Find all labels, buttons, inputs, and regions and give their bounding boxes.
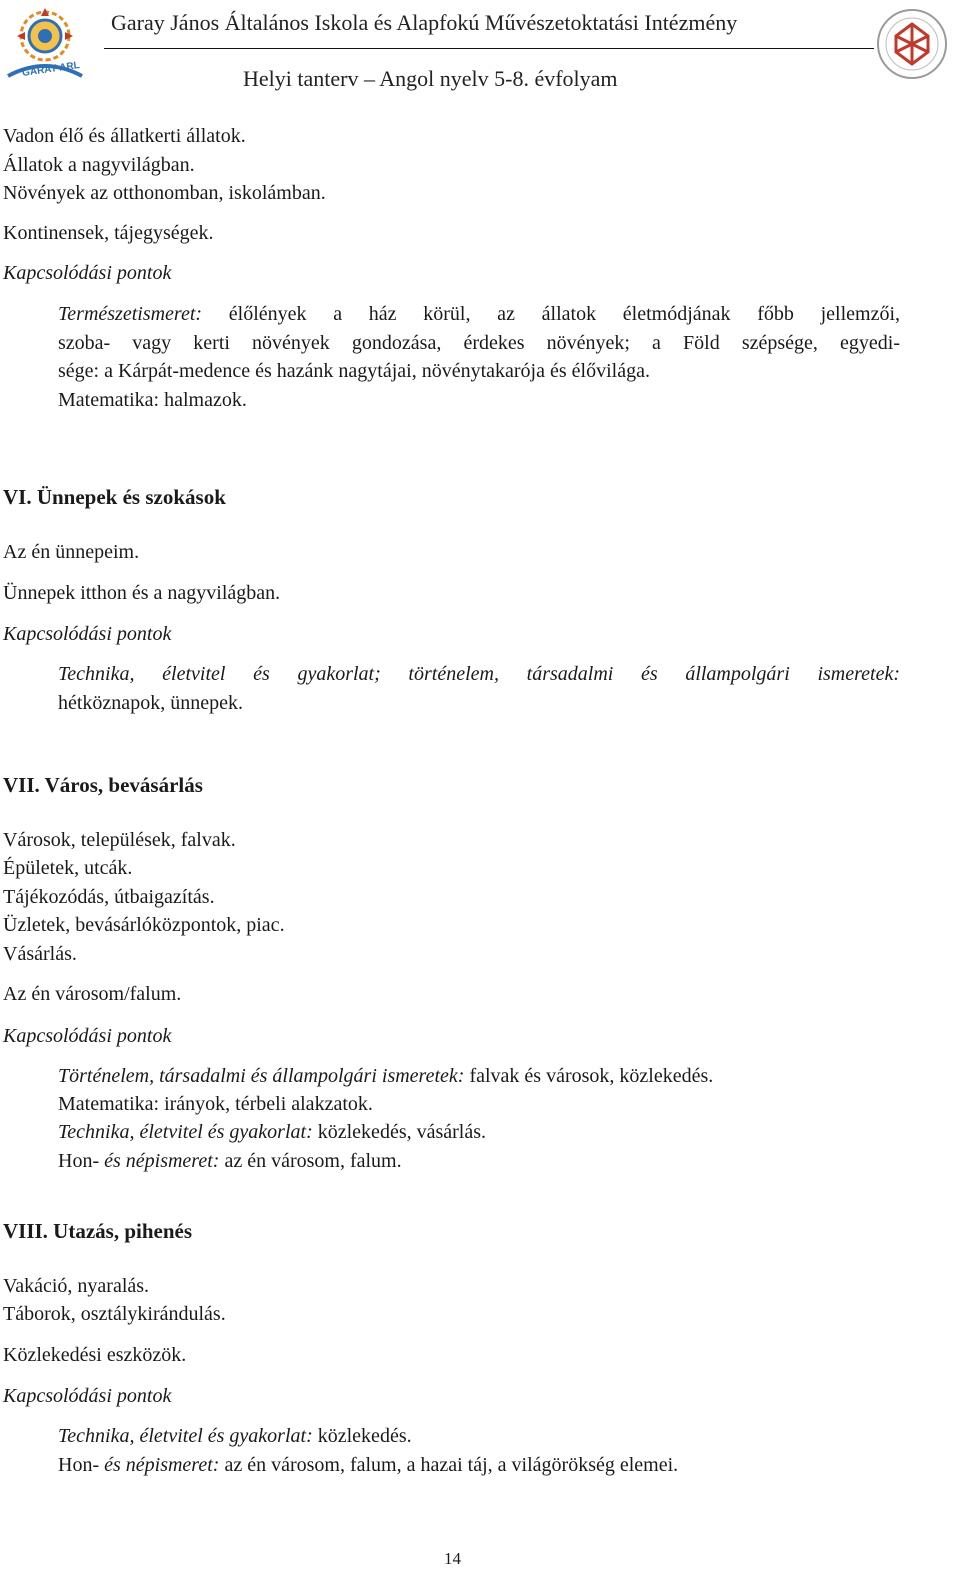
connections-paragraph-line [58, 1122, 486, 1142]
topic-line: Tájékozódás, útbaigazítás. [3, 886, 215, 908]
page-number: 14 [444, 1549, 461, 1568]
topic-line: Vakáció, nyaralás. [3, 1275, 150, 1297]
topic-line: Vásárlás. [3, 943, 77, 965]
section-heading: VII. Város, bevásárlás [3, 773, 203, 797]
topic-line: Épületek, utcák. [3, 857, 133, 879]
connections-paragraph-line: Technika, életvitel és gyakorlat; történelem, társadalmi és állampolgári ismeretek: [58, 663, 900, 685]
connection-text: falvak és városok, közlekedés. [464, 1065, 714, 1087]
connection-text: élőlények a ház körül, az állatok életmódjának főbb jellemzői, [202, 303, 900, 325]
section-heading: VI. Ünnepek és szokások [3, 485, 226, 509]
header-divider [104, 48, 874, 49]
logo-text: GARAY ARL [21, 60, 81, 79]
topic-line: Állatok a nagyvilágban. [3, 154, 195, 176]
header-subtitle: Helyi tanterv – Angol nyelv 5-8. évfolyam [243, 66, 618, 91]
subject-prefix: Hon- [58, 1454, 105, 1476]
connection-text: közlekedés. [312, 1425, 412, 1447]
connections-paragraph-line [58, 1151, 402, 1171]
topic-line: Vadon élő és állatkerti állatok. [3, 125, 246, 147]
connections-heading: Kapcsolódási pontok [3, 1385, 172, 1407]
header-title: Garay János Általános Iskola és Alapfokú Művészetoktatási Intézmény [111, 10, 738, 35]
connections-paragraph-line: Matematika: irányok, térbeli alakzatok. [58, 1093, 373, 1115]
topic-line: Kontinensek, tájegységek. [3, 222, 214, 244]
topic-line: Városok, települések, falvak. [3, 829, 236, 851]
connections-paragraph-line [58, 1455, 678, 1475]
topic-line: Üzletek, bevásárlóközpontok, piac. [3, 914, 285, 936]
connections-paragraph-line: sége: a Kárpát-medence és hazánk nagytájai, növénytakarója és élővilága. [58, 360, 650, 382]
topic-line: Az én városom/falum. [3, 983, 182, 1005]
topic-line: Az én ünnepeim. [3, 541, 140, 563]
subject-name: Természetismeret: [58, 303, 203, 325]
institution-emblem-right [874, 6, 950, 82]
connection-text: az én városom, falum, a hazai táj, a világörökség elemei. [219, 1454, 679, 1476]
connections-paragraph-line [58, 304, 900, 324]
connection-text: az én városom, falum. [219, 1150, 402, 1172]
subject-name: Technika, életvitel és gyakorlat: [58, 1121, 313, 1143]
connections-paragraph-line [58, 1066, 713, 1086]
subject-name: és népismeret: [104, 1150, 220, 1172]
subject-name: Történelem, társadalmi és állampolgári ismeretek: [58, 1065, 465, 1087]
connections-heading: Kapcsolódási pontok [3, 623, 172, 645]
topic-line: Táborok, osztálykirándulás. [3, 1303, 226, 1325]
connections-heading: Kapcsolódási pontok [3, 1025, 172, 1047]
subject-prefix: Hon- [58, 1150, 105, 1172]
connection-text: közlekedés, vásárlás. [312, 1121, 487, 1143]
section-heading: VIII. Utazás, pihenés [3, 1219, 193, 1243]
subject-name: Technika, életvitel és gyakorlat: [58, 1425, 313, 1447]
connections-paragraph-line [58, 1426, 412, 1446]
connections-paragraph-line: hétköznapok, ünnepek. [58, 692, 243, 714]
subject-name: és népismeret: [104, 1454, 220, 1476]
connections-paragraph-line: szoba- vagy kerti növények gondozása, érdekes növények; a Föld szépsége, egyedi- [58, 332, 900, 354]
topic-line: Közlekedési eszközök. [3, 1344, 187, 1366]
connections-paragraph-line: Matematika: halmazok. [58, 389, 247, 411]
topic-line: Növények az otthonomban, iskolámban. [3, 182, 326, 204]
connections-heading: Kapcsolódási pontok [3, 262, 172, 284]
topic-line: Ünnepek itthon és a nagyvilágban. [3, 582, 281, 604]
school-logo-left [2, 4, 88, 82]
